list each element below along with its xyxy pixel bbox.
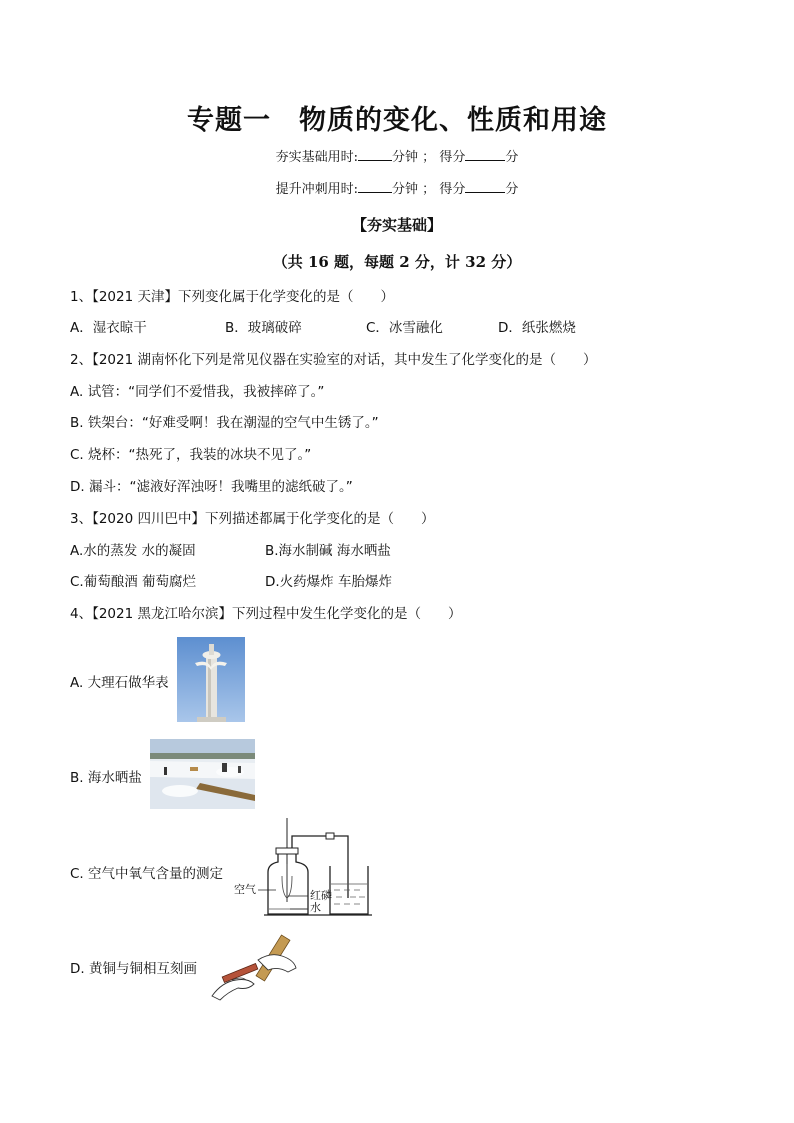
question-1-option-d[interactable]: D．纸张燃烧 — [498, 320, 576, 336]
question-2-option-c[interactable]: C. 烧杯：“热死了，我装的冰块不见了。” — [70, 447, 312, 463]
time-unit: 分钟 — [392, 182, 419, 197]
brass-copper-scratch-image — [208, 930, 300, 1002]
score-label: 得分 — [439, 182, 466, 197]
score-unit: 分 — [505, 182, 519, 197]
score-label: 得分 — [439, 150, 466, 165]
question-1-option-b[interactable]: B．玻璃破碎 — [225, 320, 302, 336]
section-subtitle: （共 16 题，每题 2 分，计 32 分） — [272, 253, 522, 271]
separator: ； — [422, 182, 436, 197]
salt-field-image — [150, 739, 255, 809]
question-3-option-c[interactable]: C.葡萄酿酒 葡萄腐烂 — [70, 574, 197, 590]
question-2-stem: 2、【2021 湖南怀化下列是常见仪器在实验室的对话，其中发生了化学变化的是（ ） — [70, 352, 597, 368]
score-unit: 分 — [505, 150, 519, 165]
section-title: 【夯实基础】 — [351, 216, 442, 234]
question-4-option-c[interactable]: C. 空气中氧气含量的测定 — [70, 866, 224, 882]
separator: ； — [422, 150, 436, 165]
question-2-option-d[interactable]: D. 漏斗：“滤液好浑浊呀！我嘴里的滤纸破了。” — [70, 479, 353, 495]
time-unit: 分钟 — [392, 150, 419, 165]
question-3-stem: 3、【2020 四川巴中】下列描述都属于化学变化的是（ ） — [70, 511, 435, 527]
question-2-option-a[interactable]: A. 试管：“同学们不爱惜我，我被摔碎了。” — [70, 384, 325, 400]
label-air: 空气 — [234, 883, 256, 896]
question-3-option-a[interactable]: A.水的蒸发 水的凝固 — [70, 543, 196, 559]
score-blank[interactable] — [465, 178, 505, 193]
timing-basic — [0, 146, 794, 165]
question-1-stem: 1、【2021 天津】下列变化属于化学变化的是（ ） — [70, 289, 394, 305]
label-water: 水 — [310, 901, 321, 914]
question-1-option-a[interactable]: A．湿衣晾干 — [70, 320, 147, 336]
question-1-option-c[interactable]: C．冰雪融化 — [366, 320, 443, 336]
page-title: 专题一 物质的变化、性质和用途 — [187, 105, 607, 136]
question-4-stem: 4、【2021 黑龙江哈尔滨】下列过程中发生化学变化的是（ ） — [70, 606, 462, 622]
question-3-option-d[interactable]: D.火药爆炸 车胎爆炸 — [265, 574, 392, 590]
timing-advanced-label: 提升冲刺用时: — [275, 182, 359, 197]
label-phosphorus: 红磷 — [310, 889, 332, 902]
score-blank[interactable] — [465, 146, 505, 161]
question-4-option-b[interactable]: B. 海水晒盐 — [70, 770, 142, 786]
marble-pillar-image — [177, 637, 245, 722]
question-3-option-b[interactable]: B.海水制碱 海水晒盐 — [265, 543, 391, 559]
question-4-option-a[interactable]: A. 大理石做华表 — [70, 675, 169, 691]
time-blank[interactable] — [358, 178, 392, 193]
question-4-option-d[interactable]: D. 黄铜与铜相互刻画 — [70, 961, 197, 977]
timing-advanced — [0, 178, 794, 197]
oxygen-apparatus-diagram — [230, 818, 375, 918]
time-blank[interactable] — [358, 146, 392, 161]
timing-basic-label: 夯实基础用时: — [275, 150, 359, 165]
question-2-option-b[interactable]: B. 铁架台：“好难受啊！我在潮湿的空气中生锈了。” — [70, 415, 379, 431]
